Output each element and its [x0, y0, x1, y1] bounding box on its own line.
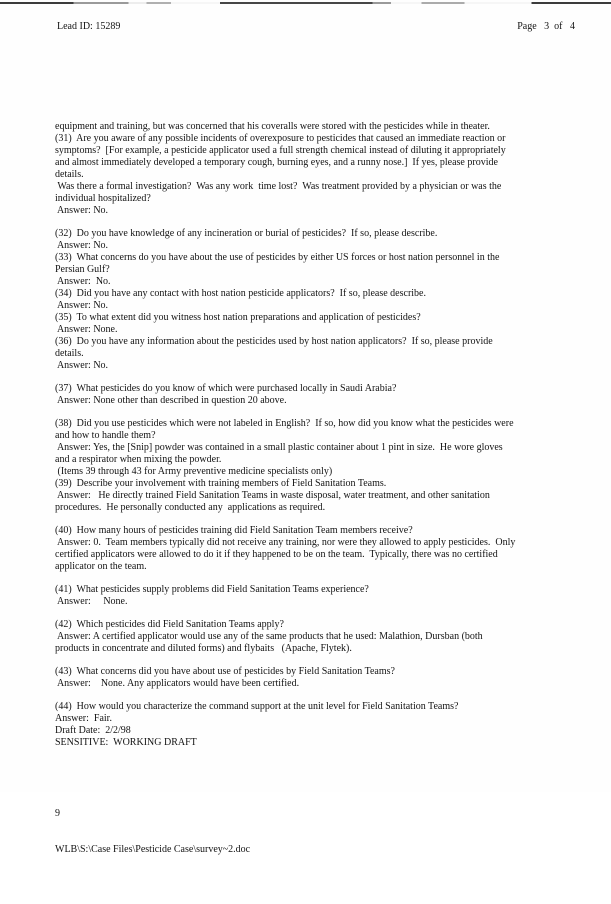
text-line: Answer: 0. Team members typically did not receive any training, nor were they allowed to apply pesticides. Only — [55, 537, 516, 548]
text-line: (41) What pesticides supply problems did Field Sanitation Teams experience? — [55, 584, 369, 595]
file-path: WLB\S:\Case Files\Pesticide Case\survey~2.doc — [55, 844, 251, 855]
text-line: Draft Date: 2/2/98 — [55, 725, 131, 736]
text-line: individual hospitalized? — [55, 193, 151, 204]
text-line: SENSITIVE: WORKING DRAFT — [55, 737, 197, 748]
text-line: Answer: No. — [55, 205, 109, 216]
text-line: certified applicators were allowed to do it if they happened to be on the team. Typically, there was no certified — [55, 549, 498, 560]
text-line: Answer: None. — [55, 324, 118, 335]
page-indicator: Page 3 of 4 — [517, 21, 575, 32]
text-line: details. — [55, 169, 84, 180]
document-footer — [55, 784, 595, 880]
text-line: Answer: None. — [55, 596, 128, 607]
text-line: procedures. He personally conducted any applications as required. — [55, 502, 326, 513]
text-line: Answer: He directly trained Field Sanitation Teams in waste disposal, water treatment, and other sanitation — [55, 490, 490, 501]
text-line: equipment and training, but was concerned that his coveralls were stored with the pesticides while in theater. — [55, 121, 490, 132]
text-line: Was there a formal investigation? Was any work time lost? Was treatment provided by a physician or was the — [55, 181, 502, 192]
text-line: Answer: None other than described in question 20 above. — [55, 395, 287, 406]
document-content — [55, 97, 595, 904]
text-line: Answer: Yes, the [Snip] powder was contained in a small plastic container about 1 pint in size. He wore gloves — [55, 442, 503, 453]
text-line: (34) Did you have any contact with host nation pesticide applicators? If so, please describe. — [55, 288, 426, 299]
text-line: Answer: No. — [55, 276, 111, 287]
text-line: Answer: No. — [55, 360, 109, 371]
page-number: 9 — [55, 808, 60, 819]
text-line: and almost immediately developed a temporary cough, burning eyes, and a runny nose.] If yes, please provide — [55, 157, 498, 168]
text-line: and how to handle them? — [55, 430, 156, 441]
document-body — [55, 121, 595, 749]
text-line: Answer: None. Any applicators would have been certified. — [55, 678, 300, 689]
text-line: details. — [55, 348, 84, 359]
text-line: Answer: No. — [55, 240, 109, 251]
text-line: (39) Describe your involvement with training members of Field Sanitation Teams. — [55, 478, 387, 489]
text-line: (33) What concerns do you have about the use of pesticides by either US forces or host nation personnel in the — [55, 252, 500, 263]
text-line: symptoms? [For example, a pesticide applicator used a full strength chemical instead of diluting it appropriately — [55, 145, 506, 156]
text-line: and a respirator when mixing the powder. — [55, 454, 222, 465]
text-line: Persian Gulf? — [55, 264, 110, 275]
lead-id-label: Lead ID: 15289 — [57, 21, 121, 32]
text-line: (32) Do you have knowledge of any incineration or burial of pesticides? If so, please describe. — [55, 228, 438, 239]
text-line: applicator on the team. — [55, 561, 147, 572]
text-line: (42) Which pesticides did Field Sanitation Teams apply? — [55, 619, 284, 630]
text-line: (35) To what extent did you witness host nation preparations and application of pesticides? — [55, 312, 421, 323]
text-line: (37) What pesticides do you know of which were purchased locally in Saudi Arabia? — [55, 383, 397, 394]
text-line: (40) How many hours of pesticides training did Field Sanitation Team members receive? — [55, 525, 413, 536]
text-line: (43) What concerns did you have about use of pesticides by Field Sanitation Teams? — [55, 666, 395, 677]
text-line: Answer: Fair. — [55, 713, 112, 724]
scan-artifact-line — [0, 2, 611, 4]
text-line: products in concentrate and diluted forms) and flybaits (Apache, Flytek). — [55, 643, 352, 654]
text-line: (44) How would you characterize the command support at the unit level for Field Sanitation Teams? — [55, 701, 459, 712]
text-line: Answer: A certified applicator would use any of the same products that he used: Malathion, Dursban (both — [55, 631, 483, 642]
text-line: Answer: No. — [55, 300, 109, 311]
text-line: (31) Are you aware of any possible incidents of overexposure to pesticides that caused an immediate reaction or — [55, 133, 506, 144]
text-line: (38) Did you use pesticides which were not labeled in English? If so, how did you know what the pesticides were — [55, 418, 514, 429]
text-line: (36) Do you have any information about the pesticides used by host nation applicators? If so, please provide — [55, 336, 493, 347]
page-header — [57, 21, 575, 33]
text-line: (Items 39 through 43 for Army preventive medicine specialists only) — [55, 466, 333, 477]
